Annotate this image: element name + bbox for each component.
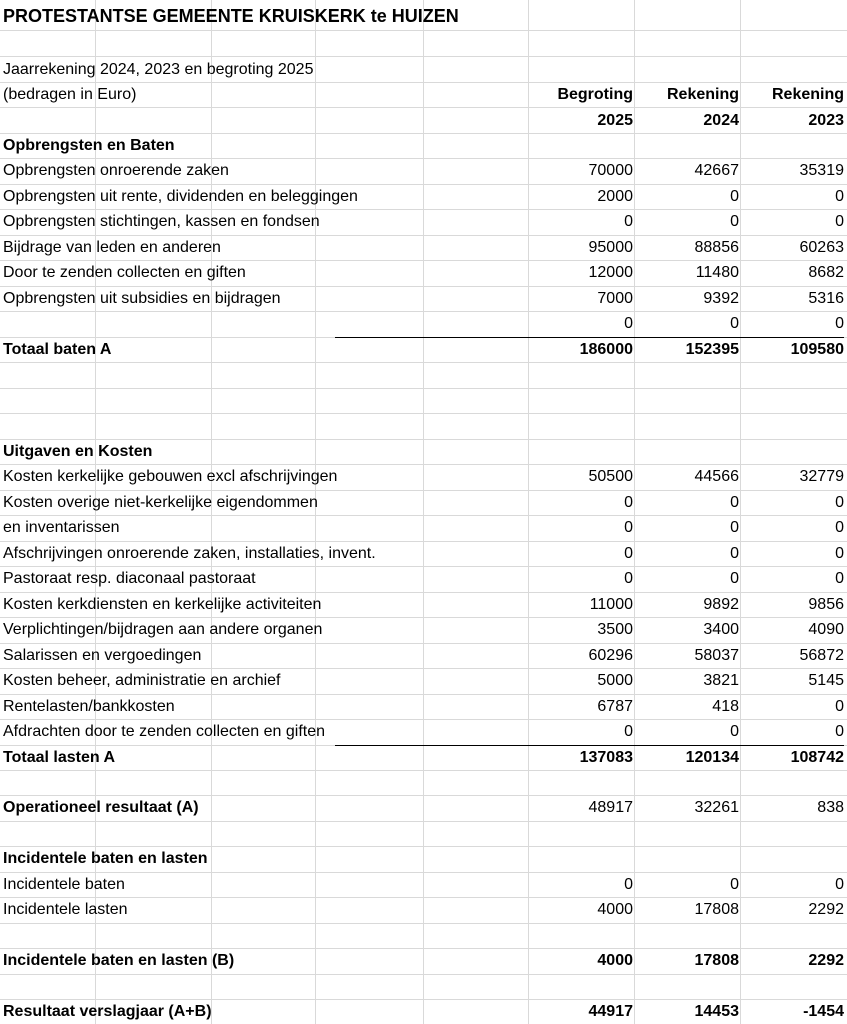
- value-rekening-2023: 5316: [808, 289, 844, 307]
- table-row: [0, 388, 847, 414]
- table-row: [0, 133, 847, 159]
- value-begroting-2025: 6787: [597, 697, 633, 715]
- value-rekening-2024: 0: [730, 723, 739, 741]
- row-label: [3, 413, 523, 439]
- value-begroting-2025: [530, 923, 633, 949]
- row-label: Kosten kerkelijke gebouwen excl afschrijvingen: [3, 468, 338, 486]
- row-label: Opbrengsten uit subsidies en bijdragen: [3, 289, 281, 307]
- value-rekening-2023: 838: [817, 799, 844, 817]
- value-rekening-2024: 3400: [703, 621, 739, 639]
- table-row: [0, 770, 847, 796]
- value-rekening-2023: 0: [835, 493, 844, 511]
- row-label: [3, 311, 523, 337]
- value-begroting-2025: [530, 388, 633, 414]
- value-rekening-2023: [742, 770, 844, 796]
- value-rekening-2023: 2292: [808, 952, 844, 970]
- table-row: [0, 490, 847, 516]
- row-label: Pastoraat resp. diaconaal pastoraat: [3, 570, 256, 588]
- value-rekening-2023: 0: [835, 213, 844, 231]
- row-label: [3, 362, 523, 388]
- value-begroting-2025: 4000: [597, 901, 633, 919]
- value-begroting-2025: 0: [624, 213, 633, 231]
- table-row: [0, 566, 847, 592]
- row-label: Opbrengsten onroerende zaken: [3, 162, 229, 180]
- table-row: [0, 592, 847, 618]
- value-begroting-2025: 11000: [589, 595, 633, 613]
- value-rekening-2024: 0: [730, 315, 739, 333]
- header-begroting: Begroting: [557, 86, 633, 103]
- value-rekening-2023: 5145: [808, 672, 844, 690]
- row-label: Resultaat verslagjaar (A+B): [3, 1003, 212, 1021]
- total-underline: [335, 337, 844, 338]
- row-label: Rentelasten/bankkosten: [3, 697, 175, 715]
- value-begroting-2025: [530, 413, 633, 439]
- row-label: Door te zenden collecten en giften: [3, 264, 246, 282]
- row-label: Uitgaven en Kosten: [3, 442, 153, 460]
- value-rekening-2024: 0: [730, 493, 739, 511]
- value-rekening-2024: 42667: [694, 162, 739, 180]
- row-label: Kosten overige niet-kerkelijke eigendommen: [3, 493, 318, 511]
- value-rekening-2024: [636, 388, 739, 414]
- row-label: Incidentele baten: [3, 875, 125, 893]
- row-label: Opbrengsten uit rente, dividenden en beleggingen: [3, 187, 358, 205]
- row-label: [3, 770, 523, 796]
- row-label: Opbrengsten stichtingen, kassen en fondsen: [3, 213, 320, 231]
- value-begroting-2025: 0: [624, 723, 633, 741]
- value-begroting-2025: [530, 770, 633, 796]
- value-rekening-2024: 9892: [703, 595, 739, 613]
- value-begroting-2025: [530, 362, 633, 388]
- value-begroting-2025: 44917: [588, 1003, 633, 1021]
- table-row: [0, 974, 847, 1000]
- value-begroting-2025: [530, 846, 633, 872]
- value-rekening-2024: [636, 821, 739, 847]
- header-rekening-2023: Rekening: [771, 86, 844, 103]
- value-rekening-2023: 32779: [799, 468, 844, 486]
- value-rekening-2023: -1454: [803, 1003, 844, 1021]
- value-rekening-2023: 0: [835, 875, 844, 893]
- value-rekening-2023: [742, 388, 844, 414]
- table-row: [0, 999, 847, 1024]
- value-rekening-2024: [636, 974, 739, 1000]
- subtitle-row: [0, 57, 847, 83]
- table-row: [0, 694, 847, 720]
- value-begroting-2025: [530, 439, 633, 465]
- value-rekening-2023: 56872: [799, 646, 844, 664]
- value-rekening-2024: 44566: [694, 468, 739, 486]
- value-rekening-2024: 0: [730, 519, 739, 537]
- value-rekening-2024: [636, 439, 739, 465]
- value-rekening-2023: 0: [835, 570, 844, 588]
- value-rekening-2024: [636, 133, 739, 159]
- header-year-2025: 2025: [597, 112, 633, 129]
- value-begroting-2025: 70000: [588, 162, 633, 180]
- value-rekening-2024: 0: [730, 570, 739, 588]
- value-begroting-2025: 0: [624, 570, 633, 588]
- sheet-subtitle: Jaarrekening 2024, 2023 en begroting 2025: [3, 61, 314, 78]
- row-label: [3, 923, 523, 949]
- value-begroting-2025: 0: [624, 519, 633, 537]
- value-rekening-2023: 9856: [808, 595, 844, 613]
- header-year-2024: 2024: [703, 112, 739, 129]
- table-row: [0, 260, 847, 286]
- value-rekening-2024: 32261: [694, 799, 739, 817]
- value-begroting-2025: 3500: [597, 621, 633, 639]
- value-begroting-2025: [530, 974, 633, 1000]
- row-label: Bijdrage van leden en anderen: [3, 238, 221, 256]
- table-row: [0, 337, 847, 363]
- value-rekening-2023: 108742: [790, 748, 844, 766]
- value-begroting-2025: 7000: [597, 289, 633, 307]
- value-rekening-2023: 35319: [799, 162, 844, 180]
- value-rekening-2024: [636, 846, 739, 872]
- table-row: [0, 515, 847, 541]
- title-row: [0, 4, 847, 30]
- table-row: [0, 948, 847, 974]
- value-rekening-2024: 9392: [703, 289, 739, 307]
- header-year-2023: 2023: [808, 112, 844, 129]
- table-row: [0, 872, 847, 898]
- row-label: Incidentele lasten: [3, 901, 128, 919]
- table-row: [0, 311, 847, 337]
- table-row: [0, 897, 847, 923]
- value-begroting-2025: 0: [624, 875, 633, 893]
- value-rekening-2023: 0: [835, 315, 844, 333]
- value-rekening-2024: 152395: [685, 340, 739, 358]
- value-rekening-2023: [742, 413, 844, 439]
- value-rekening-2023: [742, 133, 844, 159]
- value-begroting-2025: 0: [624, 544, 633, 562]
- value-begroting-2025: 50500: [588, 468, 633, 486]
- value-rekening-2024: 17808: [694, 952, 739, 970]
- value-rekening-2023: [742, 846, 844, 872]
- value-rekening-2024: 58037: [694, 646, 739, 664]
- value-rekening-2023: 0: [835, 187, 844, 205]
- value-rekening-2024: 120134: [685, 748, 739, 766]
- table-row: [0, 846, 847, 872]
- value-begroting-2025: [530, 821, 633, 847]
- row-label: en inventarissen: [3, 519, 120, 537]
- table-row: [0, 158, 847, 184]
- value-rekening-2023: [742, 974, 844, 1000]
- table-row: [0, 745, 847, 771]
- table-row: [0, 668, 847, 694]
- value-begroting-2025: 60296: [588, 646, 633, 664]
- value-begroting-2025: 186000: [579, 340, 633, 358]
- value-begroting-2025: [530, 133, 633, 159]
- total-underline: [335, 745, 844, 746]
- table-row: [0, 795, 847, 821]
- row-label: [3, 821, 523, 847]
- row-label: Kosten kerkdiensten en kerkelijke activiteiten: [3, 595, 322, 613]
- table-row: [0, 719, 847, 745]
- table-row: [0, 413, 847, 439]
- row-label: Verplichtingen/bijdragen aan andere organen: [3, 621, 323, 639]
- table-row: [0, 923, 847, 949]
- value-begroting-2025: 4000: [597, 952, 633, 970]
- row-label: Totaal lasten A: [3, 748, 116, 766]
- header-row-bottom: [0, 108, 847, 134]
- value-rekening-2024: [636, 770, 739, 796]
- value-begroting-2025: 0: [624, 315, 633, 333]
- value-rekening-2023: 0: [835, 519, 844, 537]
- header-rekening-2024: Rekening: [666, 86, 739, 103]
- value-rekening-2023: [742, 923, 844, 949]
- value-rekening-2023: [742, 821, 844, 847]
- sheet-title: PROTESTANTSE GEMEENTE KRUISKERK te HUIZEN: [3, 6, 459, 26]
- row-label: [3, 974, 523, 1000]
- row-label: Operationeel resultaat (A): [3, 799, 199, 817]
- table-row: [0, 286, 847, 312]
- value-rekening-2024: 88856: [694, 238, 739, 256]
- value-rekening-2023: [742, 362, 844, 388]
- value-rekening-2023: 0: [835, 544, 844, 562]
- value-begroting-2025: 95000: [588, 238, 633, 256]
- value-rekening-2023: 8682: [808, 264, 844, 282]
- table-row: [0, 617, 847, 643]
- value-rekening-2024: 418: [712, 697, 739, 715]
- value-rekening-2023: 60263: [799, 238, 844, 256]
- value-begroting-2025: 48917: [588, 799, 633, 817]
- value-rekening-2024: [636, 923, 739, 949]
- value-rekening-2023: 109580: [790, 340, 844, 358]
- value-rekening-2024: 3821: [703, 672, 739, 690]
- table-row: [0, 184, 847, 210]
- table-row: [0, 464, 847, 490]
- row-label: Kosten beheer, administratie en archief: [3, 672, 281, 690]
- value-rekening-2024: [636, 413, 739, 439]
- value-rekening-2023: [742, 439, 844, 465]
- row-label: Afschrijvingen onroerende zaken, installaties, invent.: [3, 544, 376, 562]
- row-label: Totaal baten A: [3, 340, 112, 358]
- table-row: [0, 439, 847, 465]
- row-label: Incidentele baten en lasten: [3, 850, 208, 868]
- row-label: Salarissen en vergoedingen: [3, 646, 202, 664]
- value-rekening-2024: 0: [730, 187, 739, 205]
- gridline-horizontal: [0, 30, 847, 31]
- row-label: Incidentele baten en lasten (B): [3, 952, 235, 970]
- value-rekening-2024: [636, 362, 739, 388]
- table-row: [0, 541, 847, 567]
- sheet-units: (bedragen in Euro): [3, 86, 137, 103]
- table-row: [0, 362, 847, 388]
- table-row: [0, 643, 847, 669]
- table-row: [0, 821, 847, 847]
- value-begroting-2025: 0: [624, 493, 633, 511]
- value-begroting-2025: 137083: [579, 748, 633, 766]
- value-rekening-2024: 0: [730, 213, 739, 231]
- row-label: [3, 388, 523, 414]
- value-rekening-2023: 4090: [808, 621, 844, 639]
- value-rekening-2024: 11480: [695, 264, 739, 282]
- value-rekening-2024: 14453: [694, 1003, 739, 1021]
- value-rekening-2024: 0: [730, 875, 739, 893]
- value-begroting-2025: 5000: [597, 672, 633, 690]
- table-row: [0, 209, 847, 235]
- table-row: [0, 235, 847, 261]
- value-rekening-2023: 0: [835, 723, 844, 741]
- value-rekening-2024: 0: [730, 544, 739, 562]
- value-rekening-2024: 17808: [694, 901, 739, 919]
- value-begroting-2025: 2000: [597, 187, 633, 205]
- value-rekening-2023: 2292: [808, 901, 844, 919]
- header-row-top: [0, 82, 847, 108]
- value-rekening-2023: 0: [835, 697, 844, 715]
- value-begroting-2025: 12000: [588, 264, 633, 282]
- row-label: Afdrachten door te zenden collecten en giften: [3, 723, 325, 741]
- row-label: Opbrengsten en Baten: [3, 137, 175, 154]
